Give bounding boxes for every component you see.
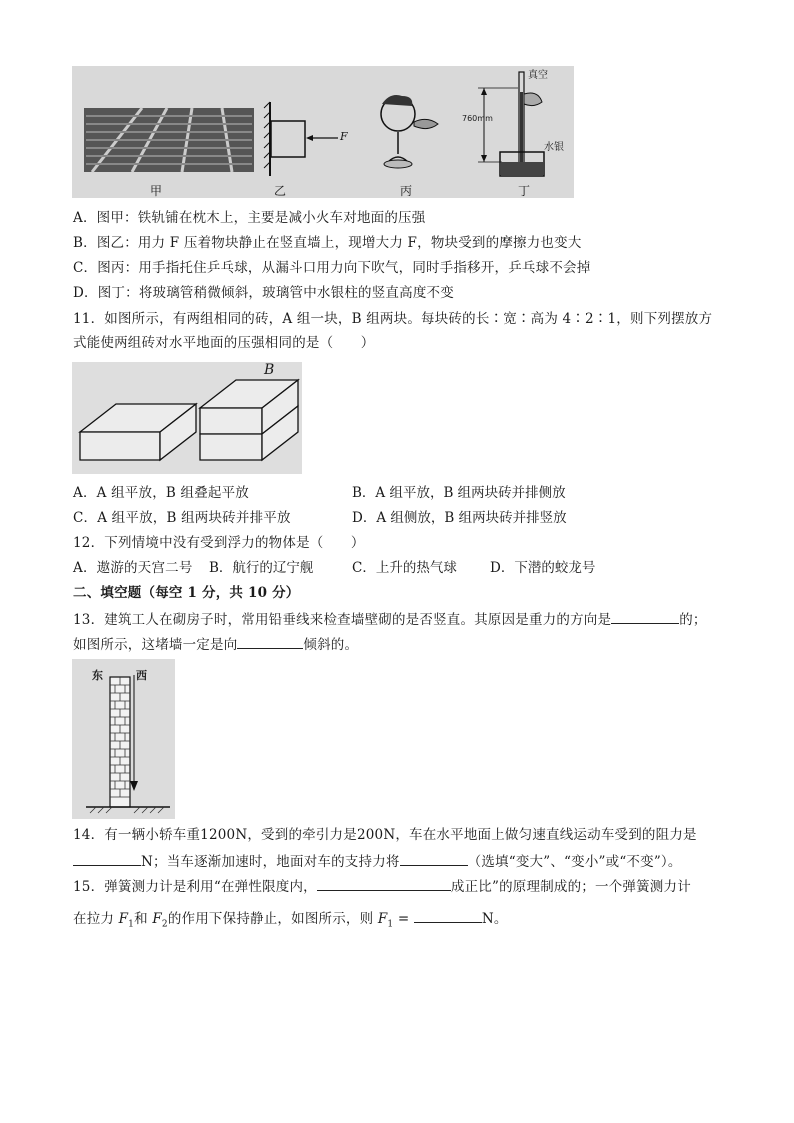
railway-photo — [84, 108, 254, 172]
q12-option-b: B．航行的辽宁舰 — [209, 560, 314, 576]
q11-brick-figure — [72, 362, 302, 474]
q10-option-c: C．图丙：用手指托住乒乓球，从漏斗口用力向下吹气，同时手指移开，乒乓球不会掉 — [73, 260, 591, 276]
q10-mercury-label: 水银 — [544, 142, 564, 153]
q15-f1b-sub: 1 — [387, 919, 394, 930]
wall-label-east: 东 — [92, 669, 103, 682]
q15-f2-sub: 2 — [161, 919, 168, 930]
q13-text-2b: 倾斜的。 — [303, 637, 359, 653]
q15-text-1b: 成正比”的原理制成的；一个弹簧测力计 — [450, 879, 691, 895]
brick-group-a — [80, 404, 196, 460]
q15-blank-1[interactable] — [317, 876, 451, 891]
q15-f2-symbol: F — [152, 911, 162, 927]
q11-option-d: D．A 组侧放，B 组两块砖并排竖放 — [352, 510, 567, 526]
q11-option-a: A．A 组平放，B 组叠起平放 — [73, 485, 250, 501]
torricelli-tube-diagram — [478, 72, 544, 176]
q10-option-a: A．图甲：铁轨铺在枕木上，主要是减小火车对地面的压强 — [73, 210, 426, 226]
q15-unit: N。 — [481, 911, 508, 927]
q15-f1-sub: 1 — [128, 919, 135, 930]
q10-force-label: F — [340, 130, 348, 143]
ground-hatch — [86, 807, 170, 813]
q10-label-ding: 丁 — [518, 184, 531, 198]
q13-text-1b: 的； — [679, 612, 707, 628]
funnel-person-drawing — [381, 95, 438, 168]
q14-blank-2[interactable] — [400, 851, 468, 866]
q10-label-yi: 乙 — [274, 184, 287, 198]
q13-blank-2[interactable] — [237, 634, 303, 649]
q14-text-2b: （选填“变大”、“变小”或“不变”）。 — [467, 854, 682, 870]
q12-option-d: D．下潜的蛟龙号 — [490, 560, 596, 576]
q15-blank-2[interactable] — [414, 908, 482, 923]
q13-line1 — [73, 609, 707, 629]
q15-and: 和 — [134, 911, 153, 927]
q14-blank-1[interactable] — [73, 851, 141, 866]
q10-vacuum-label: 真空 — [528, 70, 548, 81]
q11-stem-line1: 11．如图所示，有两组相同的砖，A 组一块，B 组两块。每块砖的长∶宽∶高为 4∶2∶1，则下列摆放方 — [73, 311, 713, 327]
q12-stem: 12．下列情境中没有受到浮力的物体是（ ） — [73, 535, 365, 551]
section-fill-in-heading: 二、填空题（每空 1 分，共 10 分） — [73, 585, 300, 601]
q13-text-1a: 13．建筑工人在砌房子时，常用铅垂线来检查墙壁砌的是否竖直。其原因是重力的方向是 — [73, 612, 612, 628]
q10-option-b: B．图乙：用力 F 压着物块静止在竖直墙上，现增大力 F，物块受到的摩擦力也变大 — [73, 235, 582, 251]
q14-line2 — [73, 851, 682, 871]
q11-option-c: C．A 组平放，B 组两块砖并排平放 — [73, 510, 291, 526]
q15-text-2b: 的作用下保持静止，如图所示，则 — [167, 911, 378, 927]
q15-line2 — [73, 908, 508, 934]
q15-text-2a: 在拉力 — [73, 911, 119, 927]
brick-label-b: B — [264, 362, 275, 378]
brick-drawing — [72, 362, 302, 474]
wall-drawing — [72, 659, 175, 819]
q12-option-c: C．上升的热气球 — [352, 560, 457, 576]
q10-label-jia: 甲 — [150, 184, 163, 198]
q14-text-2a: N；当车逐渐加速时，地面对车的支持力将 — [141, 854, 400, 870]
q10-option-d: D．图丁：将玻璃管稍微倾斜，玻璃管中水银柱的竖直高度不变 — [73, 285, 454, 301]
q15-line1 — [73, 876, 691, 896]
q15-eq: = — [393, 911, 414, 927]
q15-f1b-symbol: F — [377, 911, 388, 927]
q13-line2 — [73, 634, 358, 654]
q13-blank-1[interactable] — [611, 609, 679, 624]
q14-line1: 14．有一辆小轿车重1200N，受到的牵引力是200N，车在水平地面上做匀速直线运动车受到的阻力是 — [73, 827, 697, 843]
brick-wall — [110, 677, 130, 807]
q13-text-2a: 如图所示，这堵墙一定是向 — [73, 637, 238, 653]
wall-block-diagram — [264, 102, 338, 176]
q10-figure — [72, 66, 574, 198]
q12-option-a: A．遨游的天宫二号 — [73, 560, 193, 576]
q15-text-1a: 15．弹簧测力计是利用“在弹性限度内， — [73, 879, 317, 895]
q10-height-label: 760mm — [462, 114, 493, 123]
q13-wall-figure — [72, 659, 175, 819]
q10-label-bing: 丙 — [400, 184, 413, 198]
q10-figure-drawing — [72, 66, 574, 198]
brick-group-b — [200, 380, 298, 460]
plumb-line — [130, 675, 138, 791]
q11-stem-line2: 式能使两组砖对水平地面的压强相同的是（ ） — [73, 335, 375, 351]
q15-f1-symbol: F — [118, 911, 129, 927]
wall-label-west: 西 — [136, 669, 147, 682]
q11-option-b: B．A 组平放，B 组两块砖并排侧放 — [352, 485, 566, 501]
